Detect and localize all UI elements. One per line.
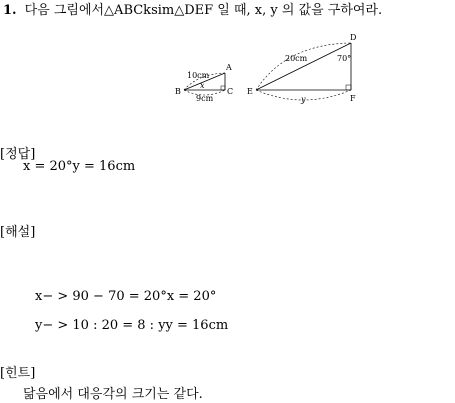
vertex-f-label: F — [350, 94, 356, 103]
side-ed-line — [256, 43, 351, 90]
angle-b-label: x — [200, 81, 205, 90]
side-ed-label: 20cm — [285, 54, 308, 63]
answer-label: [정답] — [0, 147, 36, 162]
vertex-d-label: D — [350, 33, 357, 42]
hint-text: 닮음에서 대응각의 크기는 같다. — [23, 387, 203, 402]
explanation-line-2: y− > 10 : 20 = 8 : yy = 16cm — [35, 318, 229, 333]
similar-triangles-figure — [170, 28, 370, 108]
angle-d-label: 70° — [337, 54, 352, 63]
side-ef-label: y — [301, 95, 306, 104]
problem-text: 다음 그림에서△ABCksim△DEF 일 때, x, y 의 값을 구하여라. — [24, 3, 383, 18]
right-angle-mark-c — [221, 86, 225, 90]
vertex-e-label: E — [247, 87, 253, 96]
triangle-abc — [175, 63, 233, 103]
answer-text: x = 20°y = 16cm — [23, 159, 136, 174]
right-angle-mark-f — [346, 85, 351, 90]
problem-statement — [3, 3, 382, 19]
side-ab-label: 10cm — [187, 71, 210, 80]
side-bc-label: 9cm — [196, 94, 214, 103]
triangle-def — [247, 33, 356, 104]
explanation-label: [해설] — [0, 225, 36, 240]
explanation-line-1: x− > 90 − 70 = 20°x = 20° — [35, 289, 217, 304]
problem-number: 1. — [3, 3, 17, 18]
vertex-b-label: B — [175, 87, 181, 96]
vertex-a-label: A — [226, 63, 232, 72]
hint-label: [힌트] — [0, 366, 36, 381]
vertex-c-label: C — [227, 87, 234, 96]
